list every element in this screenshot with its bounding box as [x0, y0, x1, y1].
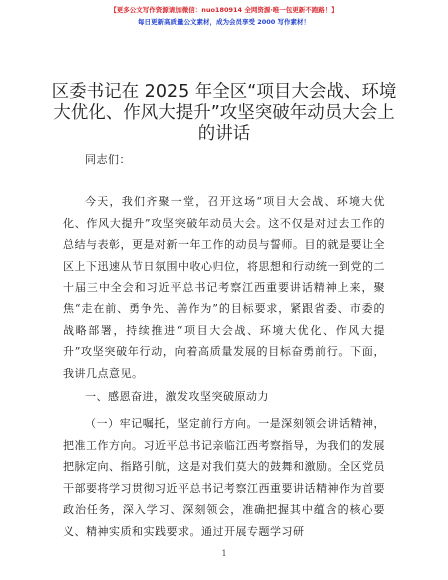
page-number: 1 — [221, 549, 227, 558]
section-paragraph: （一）牢记嘱托，坚定前行方向。一是深刻领会讲话精神，把准工作方向。习近平总书记亲临江西考察指导，为我们的发展把脉定向、指路引航，这是对我们莫大的鼓舞和激励。全区党员干部要将学习贯彻习近平总书记考察江西重要讲话精神作为首要政治任务，深入学习、深刻领会，准确把握其中蕴含的核心要义、精神实质和实践要求。通过开展专题学习研 — [63, 417, 385, 538]
promo-banner-line-2: 每日更新高质量公文素材，成为会员享受 2000 写作素材！ — [137, 18, 311, 26]
promo-banner — [0, 4, 448, 28]
document-title: 区委书记在 2025 年全区“项目大会战、环境大优化、作风大提升”攻坚突破年动员大会上的讲话 — [51, 82, 397, 144]
document-body — [63, 149, 385, 542]
section-heading: 一、感恩奋进，激发攻坚突破原动力 — [85, 390, 269, 404]
promo-banner-line-1: 【更多公文写作资源请加微信：nuo180914 全网资源·唯一包更新不跑路！】 — [110, 6, 338, 14]
body-paragraph: 今天，我们齐聚一堂，召开这场“项目大会战、环境大优化、作风大提升”攻坚突破年动员大会。这不仅是对过去工作的总结与表彰，更是对新一年工作的动员与誓师。目的就是要让全区上下迅速从节日氛围中收心归位，将思想和行动统一到党的二十届三中全会和习近平总书记考察江西重要讲话精神上来，聚焦“走在前、勇争先、善作为”的目标要求，紧跟省委、市委的战略部署，持续推进“项目大会战、环境大优化、作风大提升”攻坚突破年行动，向着高质量发展的目标奋勇前行。下面，我讲几点意见。 — [63, 195, 385, 380]
salutation: 同志们： — [85, 153, 131, 166]
